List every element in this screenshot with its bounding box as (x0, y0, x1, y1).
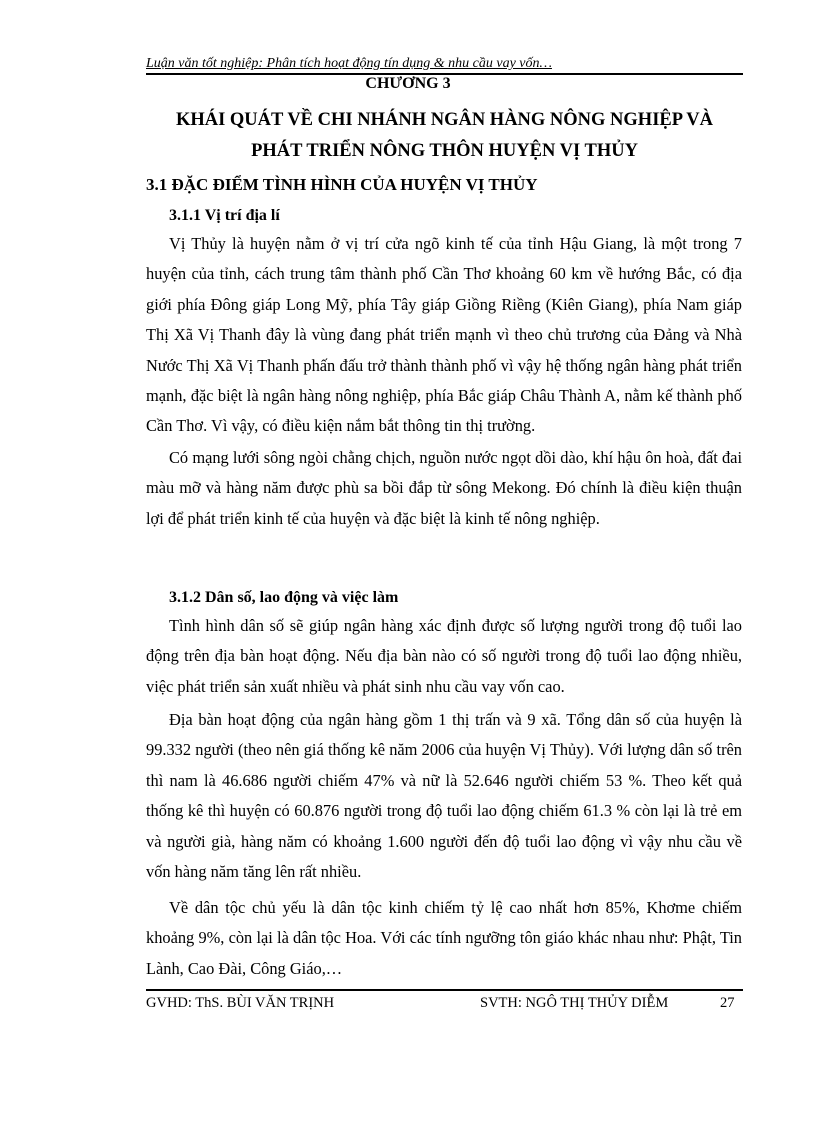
footer-advisor: GVHD: ThS. BÙI VĂN TRỊNH (146, 995, 335, 1011)
page-number: 27 (720, 995, 735, 1011)
paragraph-location: Vị Thủy là huyện nằm ở vị trí cửa ngõ kinh tế của tỉnh Hậu Giang, là một trong 7 huyện của tỉnh, cách trung tâm thành phố Cần Thơ khoảng 60 km về hướng Bắc, có địa giới phía Đông giáp Long Mỹ, phía Tây giáp Giồng Riềng (Kiên Giang), phía Nam giáp Thị Xã Vị Thanh đây là vùng đang phát triển mạnh vì theo chủ trương của Đảng và Nhà Nước Thị Xã Vị Thanh phấn đấu trở thành thành phố vì vậy hệ thống ngân hàng phát triển mạnh, đặc biệt là ngân hàng nông nghiệp, phía Bắc giáp Châu Thành A, nằm kế thành phố Cần Thơ. Vì vậy, có điều kiện nắm bắt thông tin thị trường. (146, 234, 742, 436)
chapter-label: CHƯƠNG 3 (365, 75, 451, 92)
paragraph-ethnicity: Về dân tộc chủ yếu là dân tộc kinh chiếm tỷ lệ cao nhất hơn 85%, Khơme chiếm khoảng 9%, còn lại là dân tộc Hoa. Với các tính ngưỡng tôn giáo khác nhau như: Phật, Tin Lành, Cao Đài, Công Giáo,… (146, 898, 742, 978)
paragraph-rivers: Có mạng lưới sông ngòi chằng chịch, nguồn nước ngọt dồi dào, khí hậu ôn hoà, đất đai màu mỡ và hàng năm được phù sa bồi đắp từ sông Mekong. Đó chính là điều kiện thuận lợi để phát triển kinh tế của huyện và đặc biệt là kinh tế nông nghiệp. (146, 448, 742, 528)
footer-divider (146, 989, 743, 991)
paragraph-population-stats: Địa bàn hoạt động của ngân hàng gồm 1 thị trấn và 9 xã. Tổng dân số của huyện là 99.332 người (theo nên giá thống kê năm 2006 của huyện Vị Thủy). Với lượng dân số trên thì nam là 46.686 người chiếm 47% và nữ là 52.646 người chiếm 53 %. Theo kết quả thống kê thì huyện có 60.876 người trong độ tuổi lao động chiếm 61.3 % còn lại là trẻ em và người già, hàng năm có khoảng 1.600 người đến độ tuổi lao động vì vậy nhu cầu về vốn hàng năm tăng lên rất nhiều. (146, 710, 742, 882)
running-header-text: Luận văn tốt nghiệp: Phân tích hoạt động tín dụng & nhu cầu vay vốn… (146, 56, 552, 71)
section-heading: 3.1 ĐẶC ĐIỂM TÌNH HÌNH CỦA HUYỆN VỊ THỦY (146, 175, 538, 194)
running-header (146, 55, 743, 75)
subsection-heading-population: 3.1.2 Dân số, lao động và việc làm (169, 589, 399, 606)
subsection-heading-location: 3.1.1 Vị trí địa lí (169, 207, 280, 224)
chapter-title-line-1: KHÁI QUÁT VỀ CHI NHÁNH NGÂN HÀNG NÔNG NGHIỆP VÀ (175, 110, 714, 130)
paragraph-population-intro: Tình hình dân số sẽ giúp ngân hàng xác định được số lượng người trong độ tuổi lao động trên địa bàn hoạt động. Nếu địa bàn nào có số người trong độ tuổi lao động nhiều, việc phát triển sản xuất nhiều và phát sinh nhu cầu vay vốn cao. (146, 616, 742, 696)
footer-student: SVTH: NGÔ THỊ THỦY DIỄM (480, 995, 669, 1011)
chapter-title-line-2: PHÁT TRIỂN NÔNG THÔN HUYỆN VỊ THỦY (251, 141, 638, 161)
